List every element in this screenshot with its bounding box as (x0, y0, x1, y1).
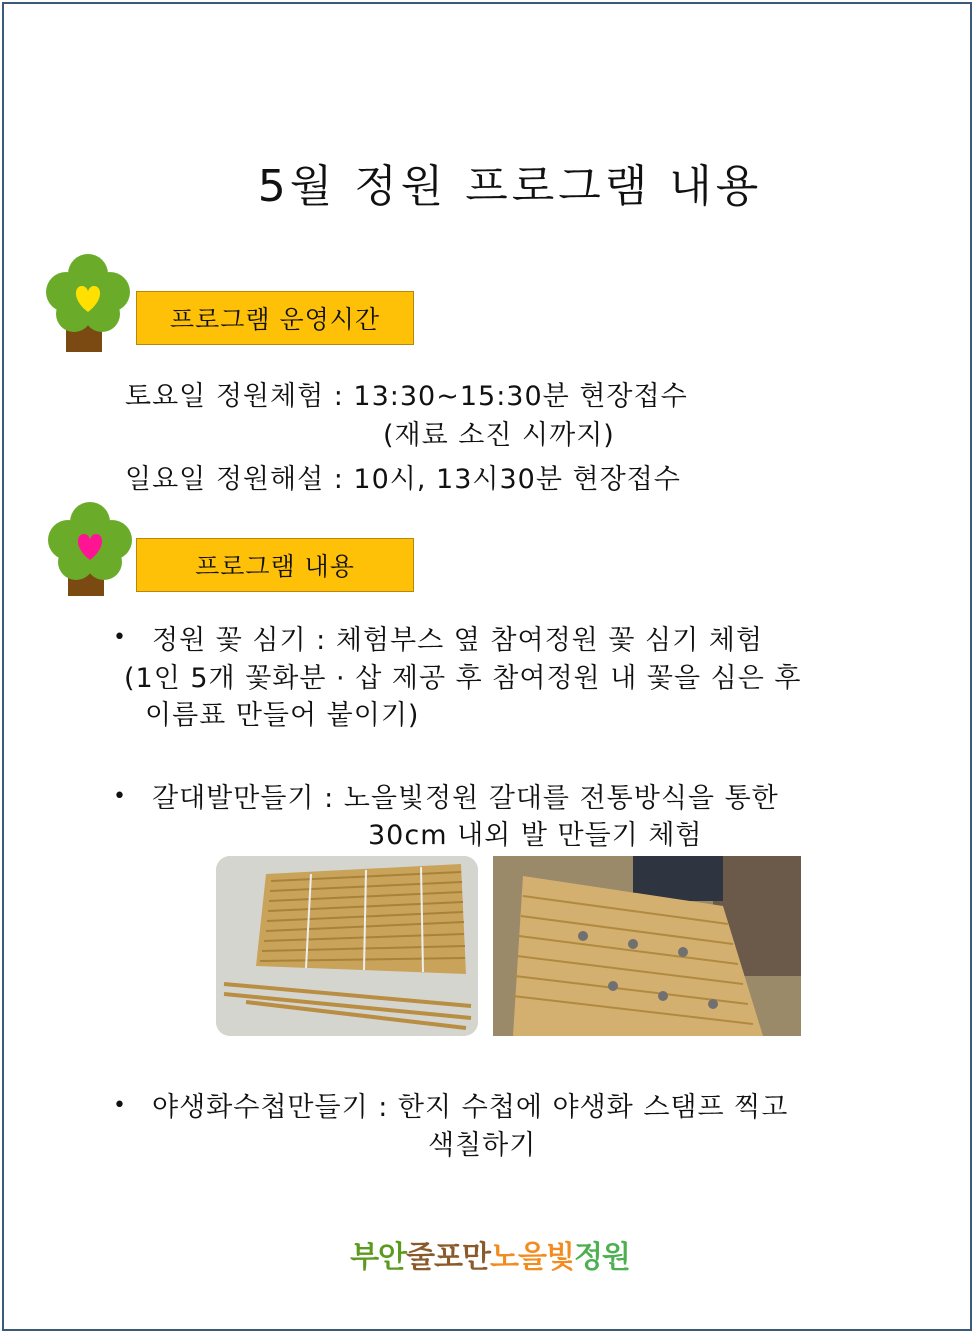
logo-part-buan: 부안 (350, 1240, 407, 1275)
saturday-schedule (125, 374, 688, 413)
reed-weaving-photo (493, 856, 801, 1036)
bullet-icon: • (113, 625, 126, 650)
item-planting-line2: (1인 5개 꽃화분 · 삽 제공 후 참여정원 내 꽃을 심은 후 (124, 663, 802, 694)
sunday-schedule (125, 457, 681, 496)
item-reed-line2: 30cm 내외 발 만들기 체험 (368, 820, 703, 851)
item-wildflower-line1: 야생화수첩만들기 : 한지 수첩에 야생화 스탬프 찍고 (152, 1092, 789, 1123)
flower-pot-icon (48, 500, 132, 600)
reed-mat-photo (216, 856, 478, 1036)
logo-part-julpoman: 줄포만 (406, 1240, 490, 1275)
flower-pot-icon (46, 252, 130, 352)
item-planting-line1: 정원 꽃 심기 : 체험부스 옆 참여정원 꽃 심기 체험 (152, 625, 763, 656)
item-wildflower-line2: 색칠하기 (428, 1130, 537, 1161)
section-label-hours: 프로그램 운영시간 (136, 291, 414, 345)
saturday-note: (재료 소진 시까지) (383, 420, 615, 451)
bullet-icon: • (113, 784, 126, 809)
garden-logo (0, 1232, 976, 1276)
logo-part-noeulbit: 노을빛 (490, 1240, 574, 1275)
item-reed-line1: 갈대발만들기 : 노을빛정원 갈대를 전통방식을 통한 (152, 783, 779, 814)
page-title: 5월 정원 프로그램 내용 (257, 161, 763, 212)
saturday-label: 토요일 정원체험 : (125, 381, 354, 412)
item-planting-line3: 이름표 만들어 붙이기) (145, 700, 420, 731)
logo-part-garden: 정원 (573, 1240, 630, 1275)
saturday-value: 13:30~15:30분 현장접수 (353, 381, 688, 412)
sunday-value: 10시, 13시30분 현장접수 (353, 464, 681, 495)
section-label-content: 프로그램 내용 (136, 538, 414, 592)
bullet-icon: • (113, 1093, 126, 1118)
sunday-label: 일요일 정원해설 : (125, 464, 354, 495)
